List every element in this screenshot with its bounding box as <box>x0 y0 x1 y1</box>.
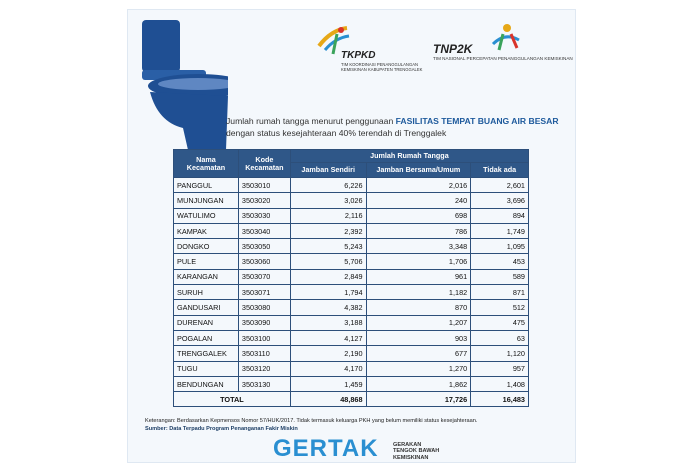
table-row <box>174 346 529 361</box>
cell-bersama: 786 <box>366 223 471 238</box>
cell-code: 3503030 <box>238 208 290 223</box>
cell-name: KAMPAK <box>174 223 239 238</box>
footnote-sumber: Sumber: Data Terpadu Program Penanganan Fakir Miskin <box>145 426 298 432</box>
cell-bersama: 2,016 <box>366 178 471 193</box>
tnp2k-subtitle: TIM NASIONAL PERCEPATAN PENANGGULANGAN KEMISKINAN <box>433 56 573 61</box>
cell-bersama: 1,862 <box>366 376 471 391</box>
cell-name: BENDUNGAN <box>174 376 239 391</box>
footnote-keterangan: Keterangan: Berdasarkan Kepmensos Nomor 57/HUK/2017. Tidak termasuk keluarga PKH yang belum memiliki status kesejahteraan. <box>145 418 478 424</box>
cell-code: 3503070 <box>238 269 290 284</box>
cell-tidak: 453 <box>471 254 529 269</box>
total-tidak: 16,483 <box>471 392 529 407</box>
cell-sendiri: 4,382 <box>290 300 366 315</box>
cell-name: PULE <box>174 254 239 269</box>
cell-code: 3503020 <box>238 193 290 208</box>
cell-bersama: 1,706 <box>366 254 471 269</box>
header-name: Nama Kecamatan <box>174 150 239 178</box>
tkpkd-logo <box>313 24 433 82</box>
cell-sendiri: 2,116 <box>290 208 366 223</box>
cell-sendiri: 3,026 <box>290 193 366 208</box>
cell-code: 3503120 <box>238 361 290 376</box>
cell-code: 3503080 <box>238 300 290 315</box>
header-group: Jumlah Rumah Tangga <box>290 150 528 163</box>
cell-tidak: 2,601 <box>471 178 529 193</box>
tnp2k-logo <box>433 28 573 78</box>
cell-tidak: 63 <box>471 330 529 345</box>
sanitation-table <box>173 149 529 407</box>
total-row <box>174 392 529 407</box>
cell-code: 3503110 <box>238 346 290 361</box>
cell-code: 3503060 <box>238 254 290 269</box>
cell-name: GANDUSARI <box>174 300 239 315</box>
cell-bersama: 698 <box>366 208 471 223</box>
cell-name: DONGKO <box>174 239 239 254</box>
cell-code: 3503040 <box>238 223 290 238</box>
table-row <box>174 300 529 315</box>
headline-text-2: dengan status kesejahteraan 40% terendah di Trenggalek <box>226 128 447 138</box>
gertak-tagline-line: GERAKAN <box>393 442 422 448</box>
cell-code: 3503071 <box>238 285 290 300</box>
gertak-tagline-line: KEMISKINAN <box>393 454 429 461</box>
header-tidak-ada: Tidak ada <box>471 163 529 178</box>
header-jamban-sendiri: Jamban Sendiri <box>290 163 366 178</box>
cell-sendiri: 2,392 <box>290 223 366 238</box>
cell-tidak: 475 <box>471 315 529 330</box>
cell-sendiri: 6,226 <box>290 178 366 193</box>
cell-name: PANGGUL <box>174 178 239 193</box>
infographic-card <box>127 9 576 463</box>
cell-name: DURENAN <box>174 315 239 330</box>
cell-tidak: 1,408 <box>471 376 529 391</box>
cell-bersama: 961 <box>366 269 471 284</box>
cell-name: KARANGAN <box>174 269 239 284</box>
cell-bersama: 677 <box>366 346 471 361</box>
tkpkd-title: TKPKD <box>341 50 376 61</box>
footnote <box>145 417 575 433</box>
cell-sendiri: 1,794 <box>290 285 366 300</box>
table-row <box>174 361 529 376</box>
cell-tidak: 957 <box>471 361 529 376</box>
header-code: Kode Kecamatan <box>238 150 290 178</box>
table-row <box>174 330 529 345</box>
cell-sendiri: 3,188 <box>290 315 366 330</box>
table-row <box>174 208 529 223</box>
table-row <box>174 315 529 330</box>
cell-sendiri: 1,459 <box>290 376 366 391</box>
cell-tidak: 1,095 <box>471 239 529 254</box>
headline-text-1: Jumlah rumah tangga menurut penggunaan <box>226 116 396 126</box>
tnp2k-emblem-icon <box>485 22 525 52</box>
table-row <box>174 178 529 193</box>
cell-code: 3503130 <box>238 376 290 391</box>
headline <box>226 115 571 139</box>
cell-sendiri: 2,849 <box>290 269 366 284</box>
cell-sendiri: 2,190 <box>290 346 366 361</box>
cell-code: 3503090 <box>238 315 290 330</box>
cell-tidak: 894 <box>471 208 529 223</box>
table-row <box>174 193 529 208</box>
cell-bersama: 903 <box>366 330 471 345</box>
cell-code: 3503100 <box>238 330 290 345</box>
cell-sendiri: 4,170 <box>290 361 366 376</box>
toilet-icon <box>128 10 228 160</box>
cell-tidak: 3,696 <box>471 193 529 208</box>
table-row <box>174 223 529 238</box>
cell-tidak: 512 <box>471 300 529 315</box>
cell-tidak: 871 <box>471 285 529 300</box>
cell-bersama: 870 <box>366 300 471 315</box>
tnp2k-title: TNP2K <box>433 42 473 56</box>
cell-bersama: 3,348 <box>366 239 471 254</box>
cell-name: TRENGGALEK <box>174 346 239 361</box>
cell-bersama: 240 <box>366 193 471 208</box>
total-sendiri: 48,868 <box>290 392 366 407</box>
cell-bersama: 1,207 <box>366 315 471 330</box>
cell-name: WATULIMO <box>174 208 239 223</box>
cell-tidak: 589 <box>471 269 529 284</box>
cell-sendiri: 5,706 <box>290 254 366 269</box>
gertak-tagline-line: TENGOK BAWAH <box>393 448 440 455</box>
cell-name: TUGU <box>174 361 239 376</box>
table-row <box>174 269 529 284</box>
total-label: TOTAL <box>174 392 291 407</box>
headline-highlight: FASILITAS TEMPAT BUANG AIR BESAR <box>395 116 559 126</box>
total-bersama: 17,726 <box>366 392 471 407</box>
gertak-tagline <box>393 442 439 461</box>
cell-code: 3503010 <box>238 178 290 193</box>
cell-sendiri: 5,243 <box>290 239 366 254</box>
gertak-wordmark: GERTAK <box>273 435 379 462</box>
header-jamban-bersama: Jamban Bersama/Umum <box>366 163 471 178</box>
cell-code: 3503050 <box>238 239 290 254</box>
table-row <box>174 239 529 254</box>
cell-bersama: 1,182 <box>366 285 471 300</box>
cell-bersama: 1,270 <box>366 361 471 376</box>
cell-sendiri: 4,127 <box>290 330 366 345</box>
cell-tidak: 1,749 <box>471 223 529 238</box>
gertak-logo <box>273 435 453 465</box>
table-row <box>174 376 529 391</box>
cell-tidak: 1,120 <box>471 346 529 361</box>
table-row <box>174 254 529 269</box>
tkpkd-subtitle: TIM KOORDINASI PENANGGULANGAN KEMISKINAN KABUPATEN TRENGGALEK <box>341 62 423 72</box>
cell-name: MUNJUNGAN <box>174 193 239 208</box>
table-row <box>174 285 529 300</box>
cell-name: POGALAN <box>174 330 239 345</box>
cell-name: SURUH <box>174 285 239 300</box>
